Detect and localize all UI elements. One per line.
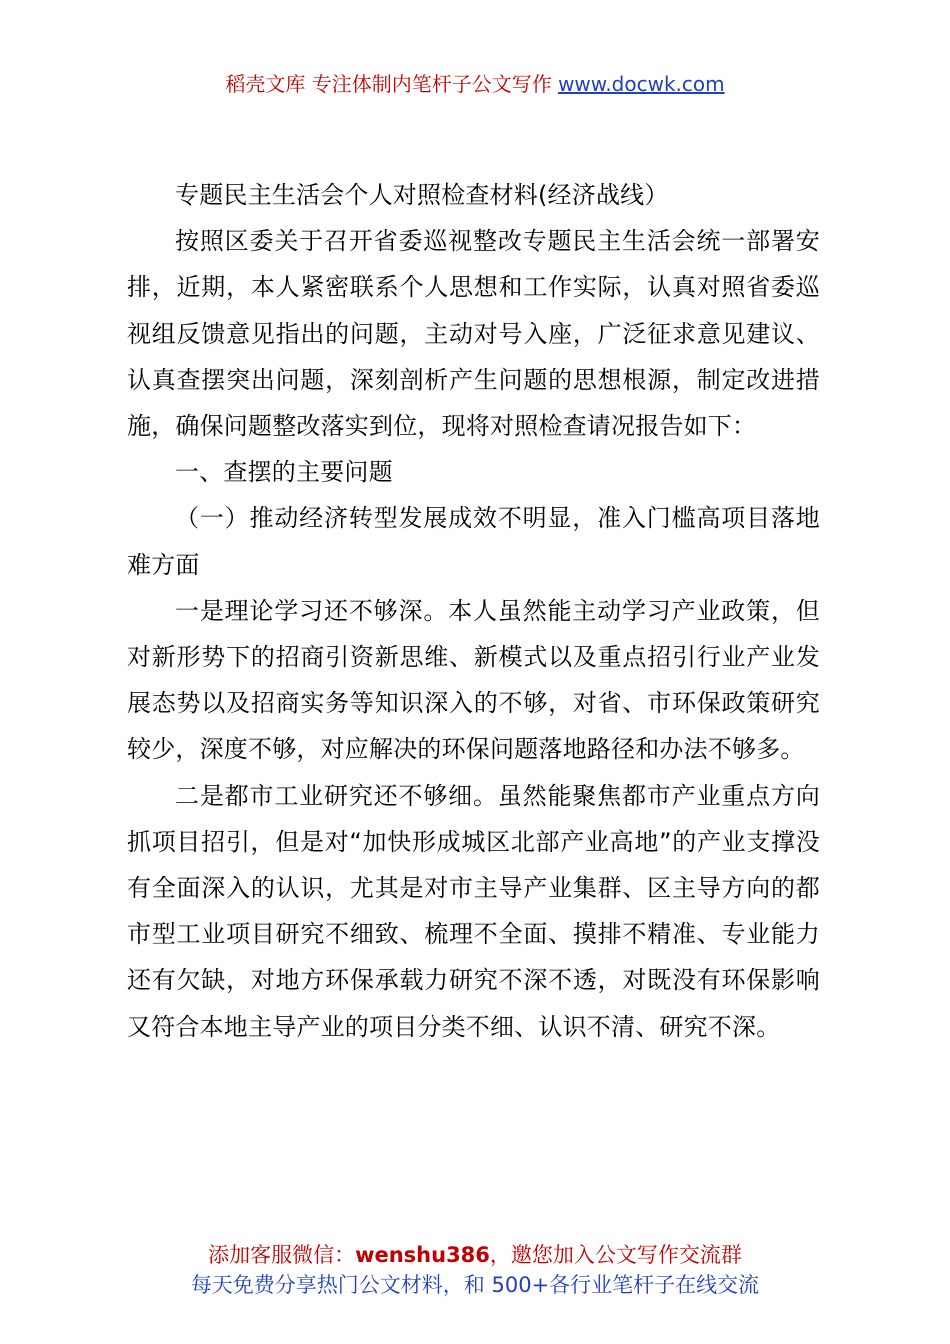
footer-promo-line: 每天免费分享热门公文材料，和 500+各行业笔杆子在线交流 (190, 1273, 760, 1297)
subsection-heading: （一）推动经济转型发展成效不明显，准入门槛高项目落地难方面 (127, 504, 820, 579)
page-footer (0, 1240, 950, 1300)
page-header (0, 68, 950, 100)
section-heading: 一、查摆的主要问题 (175, 458, 393, 487)
header-brand: 稻壳文库 专注体制内笔杆子公文写作 (225, 72, 552, 96)
footer-contact-suffix: ，邀您加入公文写作交流群 (489, 1243, 742, 1267)
document-body (127, 172, 820, 1050)
intro-paragraph: 按照区委关于召开省委巡视整改专题民主生活会统一部署安排，近期，本人紧密联系个人思想和工作实际，认真对照省委巡视组反馈意见指出的问题，主动对号入座，广泛征求意见建议、认真查摆突出问题，深刻剖析产生问题的思想根源，制定改进措施，确保问题整改落实到位，现将对照检查请况报告如下： (127, 227, 820, 441)
document-title: 专题民主生活会个人对照检查材料(经济战线） (175, 181, 669, 209)
footer-contact-prefix: 添加客服微信： (208, 1243, 356, 1267)
footer-contact-line (0, 1240, 950, 1270)
point-two-paragraph: 二是都市工业研究还不够细。虽然能聚焦都市产业重点方向抓项目招引，但是对“加快形成城区北部产业高地”的产业支撑没有全面深入的认识，尤其是对市主导产业集群、区主导方向的都市型工业项目研究不细致、梳理不全面、摸排不精准、专业能力还有欠缺，对地方环保承载力研究不深不透，对既没有环保影响又符合本地主导产业的项目分类不细、认识不清、研究不深。 (127, 781, 820, 1041)
header-site-link[interactable]: www.docwk.com (558, 72, 725, 96)
point-one-paragraph: 一是理论学习还不够深。本人虽然能主动学习产业政策，但对新形势下的招商引资新思维、新模式以及重点招引行业产业发展态势以及招商实务等知识深入的不够，对省、市环保政策研究较少，深度不够，对应解决的环保问题落地路径和办法不够多。 (127, 596, 820, 764)
footer-wechat-id: wenshu386 (355, 1243, 490, 1267)
